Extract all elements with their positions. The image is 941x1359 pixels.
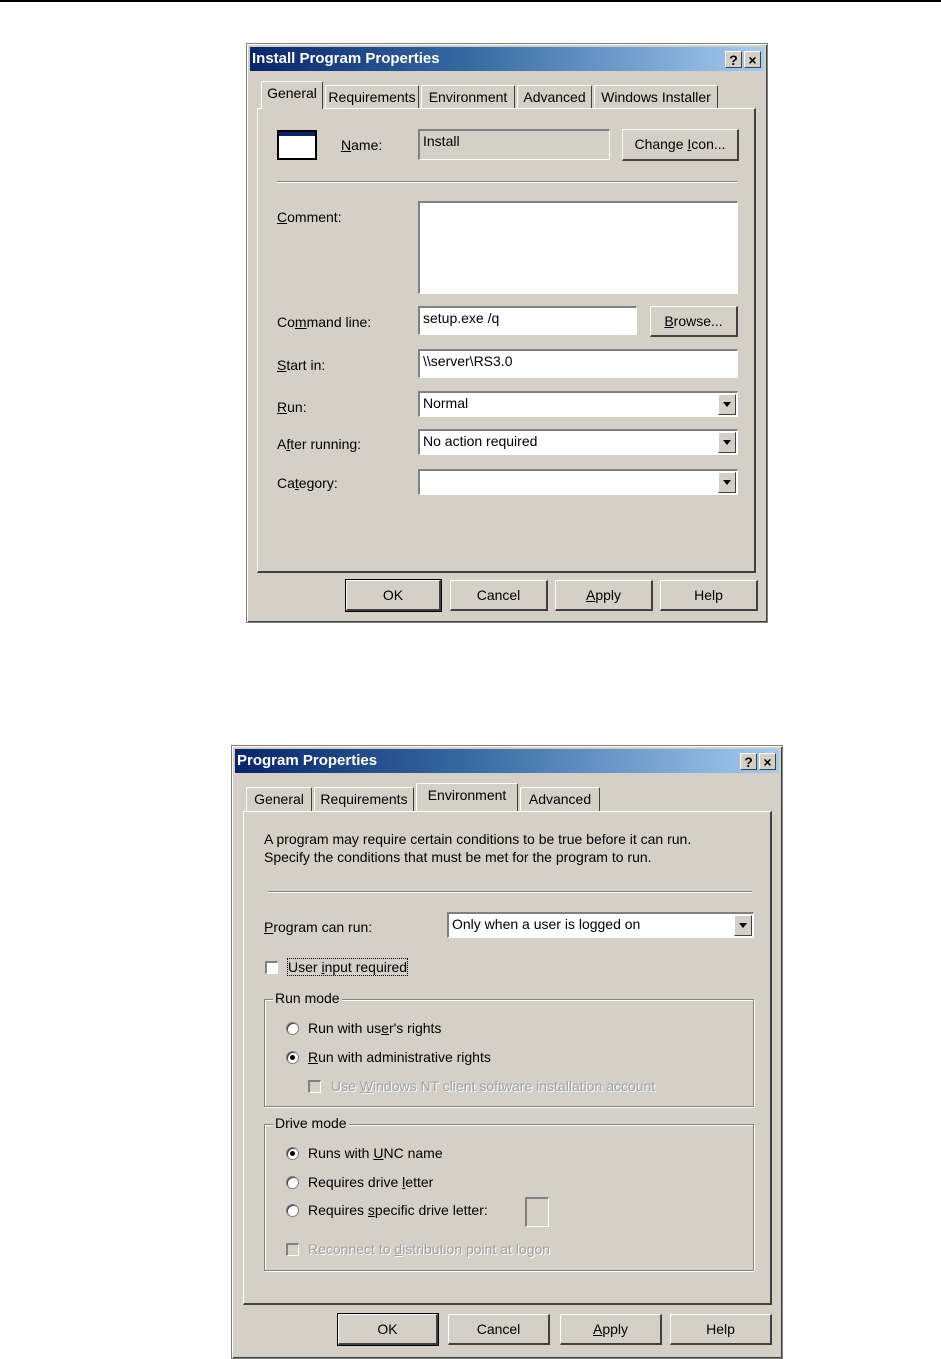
tab-general[interactable]: General xyxy=(246,787,312,811)
cancel-button[interactable]: Cancel xyxy=(450,580,548,611)
change-icon-button[interactable]: Change Icon... xyxy=(622,129,739,161)
ok-button[interactable]: OK xyxy=(338,1314,438,1345)
tab-environment[interactable]: Environment xyxy=(416,783,518,811)
runs-unc-radio[interactable] xyxy=(286,1147,299,1160)
tab-requirements[interactable]: Requirements xyxy=(314,787,414,811)
requires-drive-letter-label[interactable]: Requires drive letter xyxy=(308,1174,434,1190)
apply-button[interactable]: Apply xyxy=(560,1314,662,1345)
runs-unc-label[interactable]: Runs with UNC name xyxy=(308,1145,443,1161)
description-line-2: Specify the conditions that must be met for the program to run. xyxy=(264,849,652,865)
run-dropdown-value: Normal xyxy=(423,395,469,411)
install-program-properties-dialog xyxy=(246,43,768,623)
run-mode-group xyxy=(264,990,754,1107)
category-label: Category: xyxy=(277,475,338,491)
start-in-input[interactable]: \\server\RS3.0 xyxy=(418,349,738,378)
title-bar[interactable] xyxy=(250,47,764,71)
help-title-button[interactable]: ? xyxy=(740,753,757,770)
description-line-1: A program may require certain conditions to be true before it can run. xyxy=(264,831,692,847)
category-dropdown[interactable] xyxy=(418,469,738,495)
requires-drive-letter-radio[interactable] xyxy=(286,1176,299,1189)
dialog-title: Program Properties xyxy=(237,752,378,769)
chevron-down-icon[interactable] xyxy=(718,472,736,493)
page-top-rule xyxy=(0,0,941,2)
reconnect-checkbox[interactable] xyxy=(286,1243,299,1256)
chevron-down-icon[interactable] xyxy=(734,915,752,936)
run-mode-label: Run mode xyxy=(275,990,340,1006)
browse-button[interactable]: Browse... xyxy=(650,306,738,337)
run-label: Run: xyxy=(277,399,307,415)
command-line-input[interactable]: setup.exe /q xyxy=(418,306,637,335)
apply-button[interactable]: Apply xyxy=(555,580,653,611)
run-user-rights-label[interactable]: Run with user's rights xyxy=(308,1020,442,1036)
tab-windows-installer[interactable]: Windows Installer xyxy=(594,85,718,109)
tab-advanced[interactable]: Advanced xyxy=(517,85,592,109)
after-running-dropdown[interactable] xyxy=(418,429,738,455)
specific-drive-letter-field[interactable] xyxy=(525,1197,549,1227)
run-admin-rights-radio[interactable] xyxy=(286,1051,299,1064)
title-bar[interactable] xyxy=(235,749,779,773)
close-title-button[interactable]: × xyxy=(744,51,761,68)
chevron-down-icon[interactable] xyxy=(718,432,736,453)
close-title-button[interactable]: × xyxy=(759,753,776,770)
help-button[interactable]: Help xyxy=(660,580,758,611)
drive-mode-label: Drive mode xyxy=(275,1115,347,1131)
chevron-down-icon[interactable] xyxy=(718,394,736,415)
tab-requirements[interactable]: Requirements xyxy=(325,85,419,109)
program-can-run-value: Only when a user is logged on xyxy=(452,916,641,932)
after-running-label: After running: xyxy=(277,436,362,452)
tab-advanced[interactable]: Advanced xyxy=(520,787,600,811)
start-in-label: Start in: xyxy=(277,357,326,373)
name-field[interactable]: Install xyxy=(418,129,610,160)
tab-general[interactable]: General xyxy=(261,81,323,109)
general-tab-panel xyxy=(257,108,756,573)
environment-tab-panel xyxy=(243,811,772,1305)
requires-specific-letter-radio[interactable] xyxy=(286,1204,299,1217)
after-running-dropdown-value: No action required xyxy=(423,433,538,449)
separator xyxy=(277,181,737,183)
ok-button[interactable]: OK xyxy=(346,580,441,611)
cancel-button[interactable]: Cancel xyxy=(448,1314,550,1345)
command-line-label: Command line: xyxy=(277,314,372,330)
comment-label: Comment: xyxy=(277,209,342,225)
dialog-title: Install Program Properties xyxy=(252,50,440,67)
drive-mode-group xyxy=(264,1115,754,1271)
program-can-run-dropdown[interactable] xyxy=(447,912,754,938)
help-button[interactable]: Help xyxy=(670,1314,772,1345)
program-icon xyxy=(277,130,317,160)
run-user-rights-radio[interactable] xyxy=(286,1022,299,1035)
program-can-run-label: Program can run: xyxy=(264,919,373,935)
requires-specific-letter-label[interactable]: Requires specific drive letter: xyxy=(308,1202,488,1218)
user-input-required-label[interactable]: User input required xyxy=(288,959,408,975)
user-input-required-checkbox[interactable] xyxy=(265,961,278,974)
help-title-button[interactable]: ? xyxy=(725,51,742,68)
run-dropdown[interactable] xyxy=(418,391,738,417)
nt-account-label: Use Windows NT client software installation account xyxy=(331,1078,656,1094)
reconnect-label: Reconnect to distribution point at logon xyxy=(308,1241,551,1257)
separator xyxy=(268,891,752,893)
comment-textarea[interactable] xyxy=(418,201,738,294)
program-properties-dialog xyxy=(231,745,783,1359)
name-label: Name: xyxy=(341,137,383,153)
tab-environment[interactable]: Environment xyxy=(421,85,515,109)
run-admin-rights-label[interactable]: Run with administrative rights xyxy=(308,1049,491,1065)
nt-account-checkbox[interactable] xyxy=(308,1080,321,1093)
